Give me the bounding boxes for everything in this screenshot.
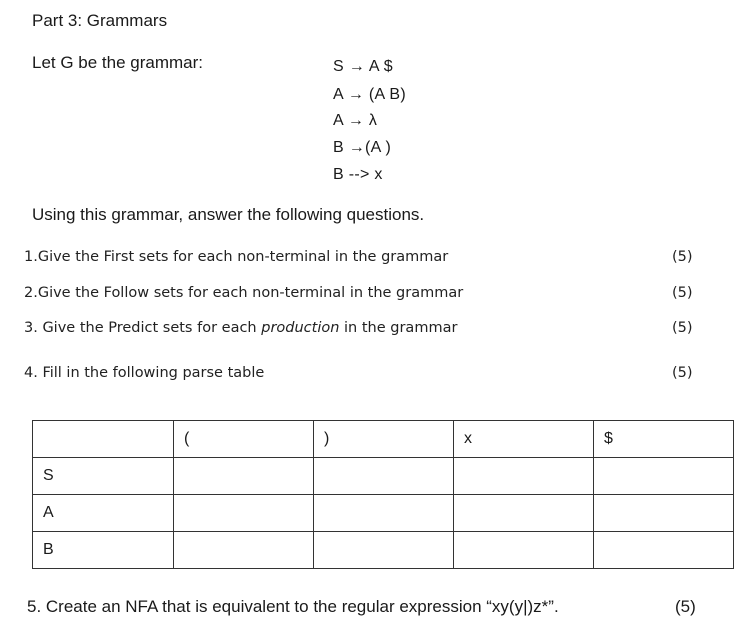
header-cell: [33, 421, 174, 458]
question-text: 3. Give the Predict sets for each: [24, 320, 262, 336]
question-4: [24, 365, 264, 381]
table-cell: [314, 532, 454, 569]
table-row: [33, 532, 734, 569]
header-cell: $: [594, 421, 734, 458]
question-5: 5. Create an NFA that is equivalent to the regular expression “xy(y|)z*”.: [27, 597, 559, 616]
grammar-rule: S → A $: [333, 58, 393, 75]
question-text: 4. Fill in the following parse table: [24, 365, 265, 381]
table-row: [33, 458, 734, 495]
table-cell: [454, 532, 594, 569]
instruction-text: Using this grammar, answer the following questions.: [32, 205, 425, 224]
table-cell: [174, 458, 314, 495]
question-emphasis: production: [261, 320, 340, 336]
question-2-points: (5): [672, 285, 693, 301]
question-2: [24, 285, 463, 301]
grammar-rule: A → (A B): [333, 86, 406, 103]
table-cell: [174, 532, 314, 569]
table-cell: [594, 495, 734, 532]
table-cell: [314, 495, 454, 532]
table-row: [33, 495, 734, 532]
table-cell: [314, 458, 454, 495]
header-cell: (: [174, 421, 314, 458]
table-header-row: [33, 421, 734, 458]
question-3: [24, 320, 457, 336]
table-cell: [594, 532, 734, 569]
table-cell: [454, 458, 594, 495]
header-cell: ): [314, 421, 454, 458]
row-label: B: [33, 532, 174, 569]
grammar-rule: A → λ: [333, 112, 378, 129]
section-title: Part 3: Grammars: [32, 11, 168, 30]
table-cell: [174, 495, 314, 532]
question-1-points: (5): [672, 249, 693, 265]
question-text-tail: in the grammar: [339, 320, 458, 336]
table-cell: [454, 495, 594, 532]
grammar-rule: B --> x: [333, 166, 383, 183]
row-label: S: [33, 458, 174, 495]
grammar-intro: Let G be the grammar:: [32, 53, 204, 72]
grammar-rule: B →(A ): [333, 139, 392, 156]
table-cell: [594, 458, 734, 495]
question-text: 2.Give the Follow sets for each non-terminal in the grammar: [24, 285, 464, 301]
parse-table: [32, 420, 734, 569]
question-text: 1.Give the First sets for each non-terminal in the grammar: [24, 249, 449, 265]
row-label: A: [33, 495, 174, 532]
question-1: [24, 249, 448, 265]
question-3-points: (5): [672, 320, 693, 336]
question-4-points: (5): [672, 365, 693, 381]
question-5-points: (5): [675, 597, 696, 616]
header-cell: x: [454, 421, 594, 458]
